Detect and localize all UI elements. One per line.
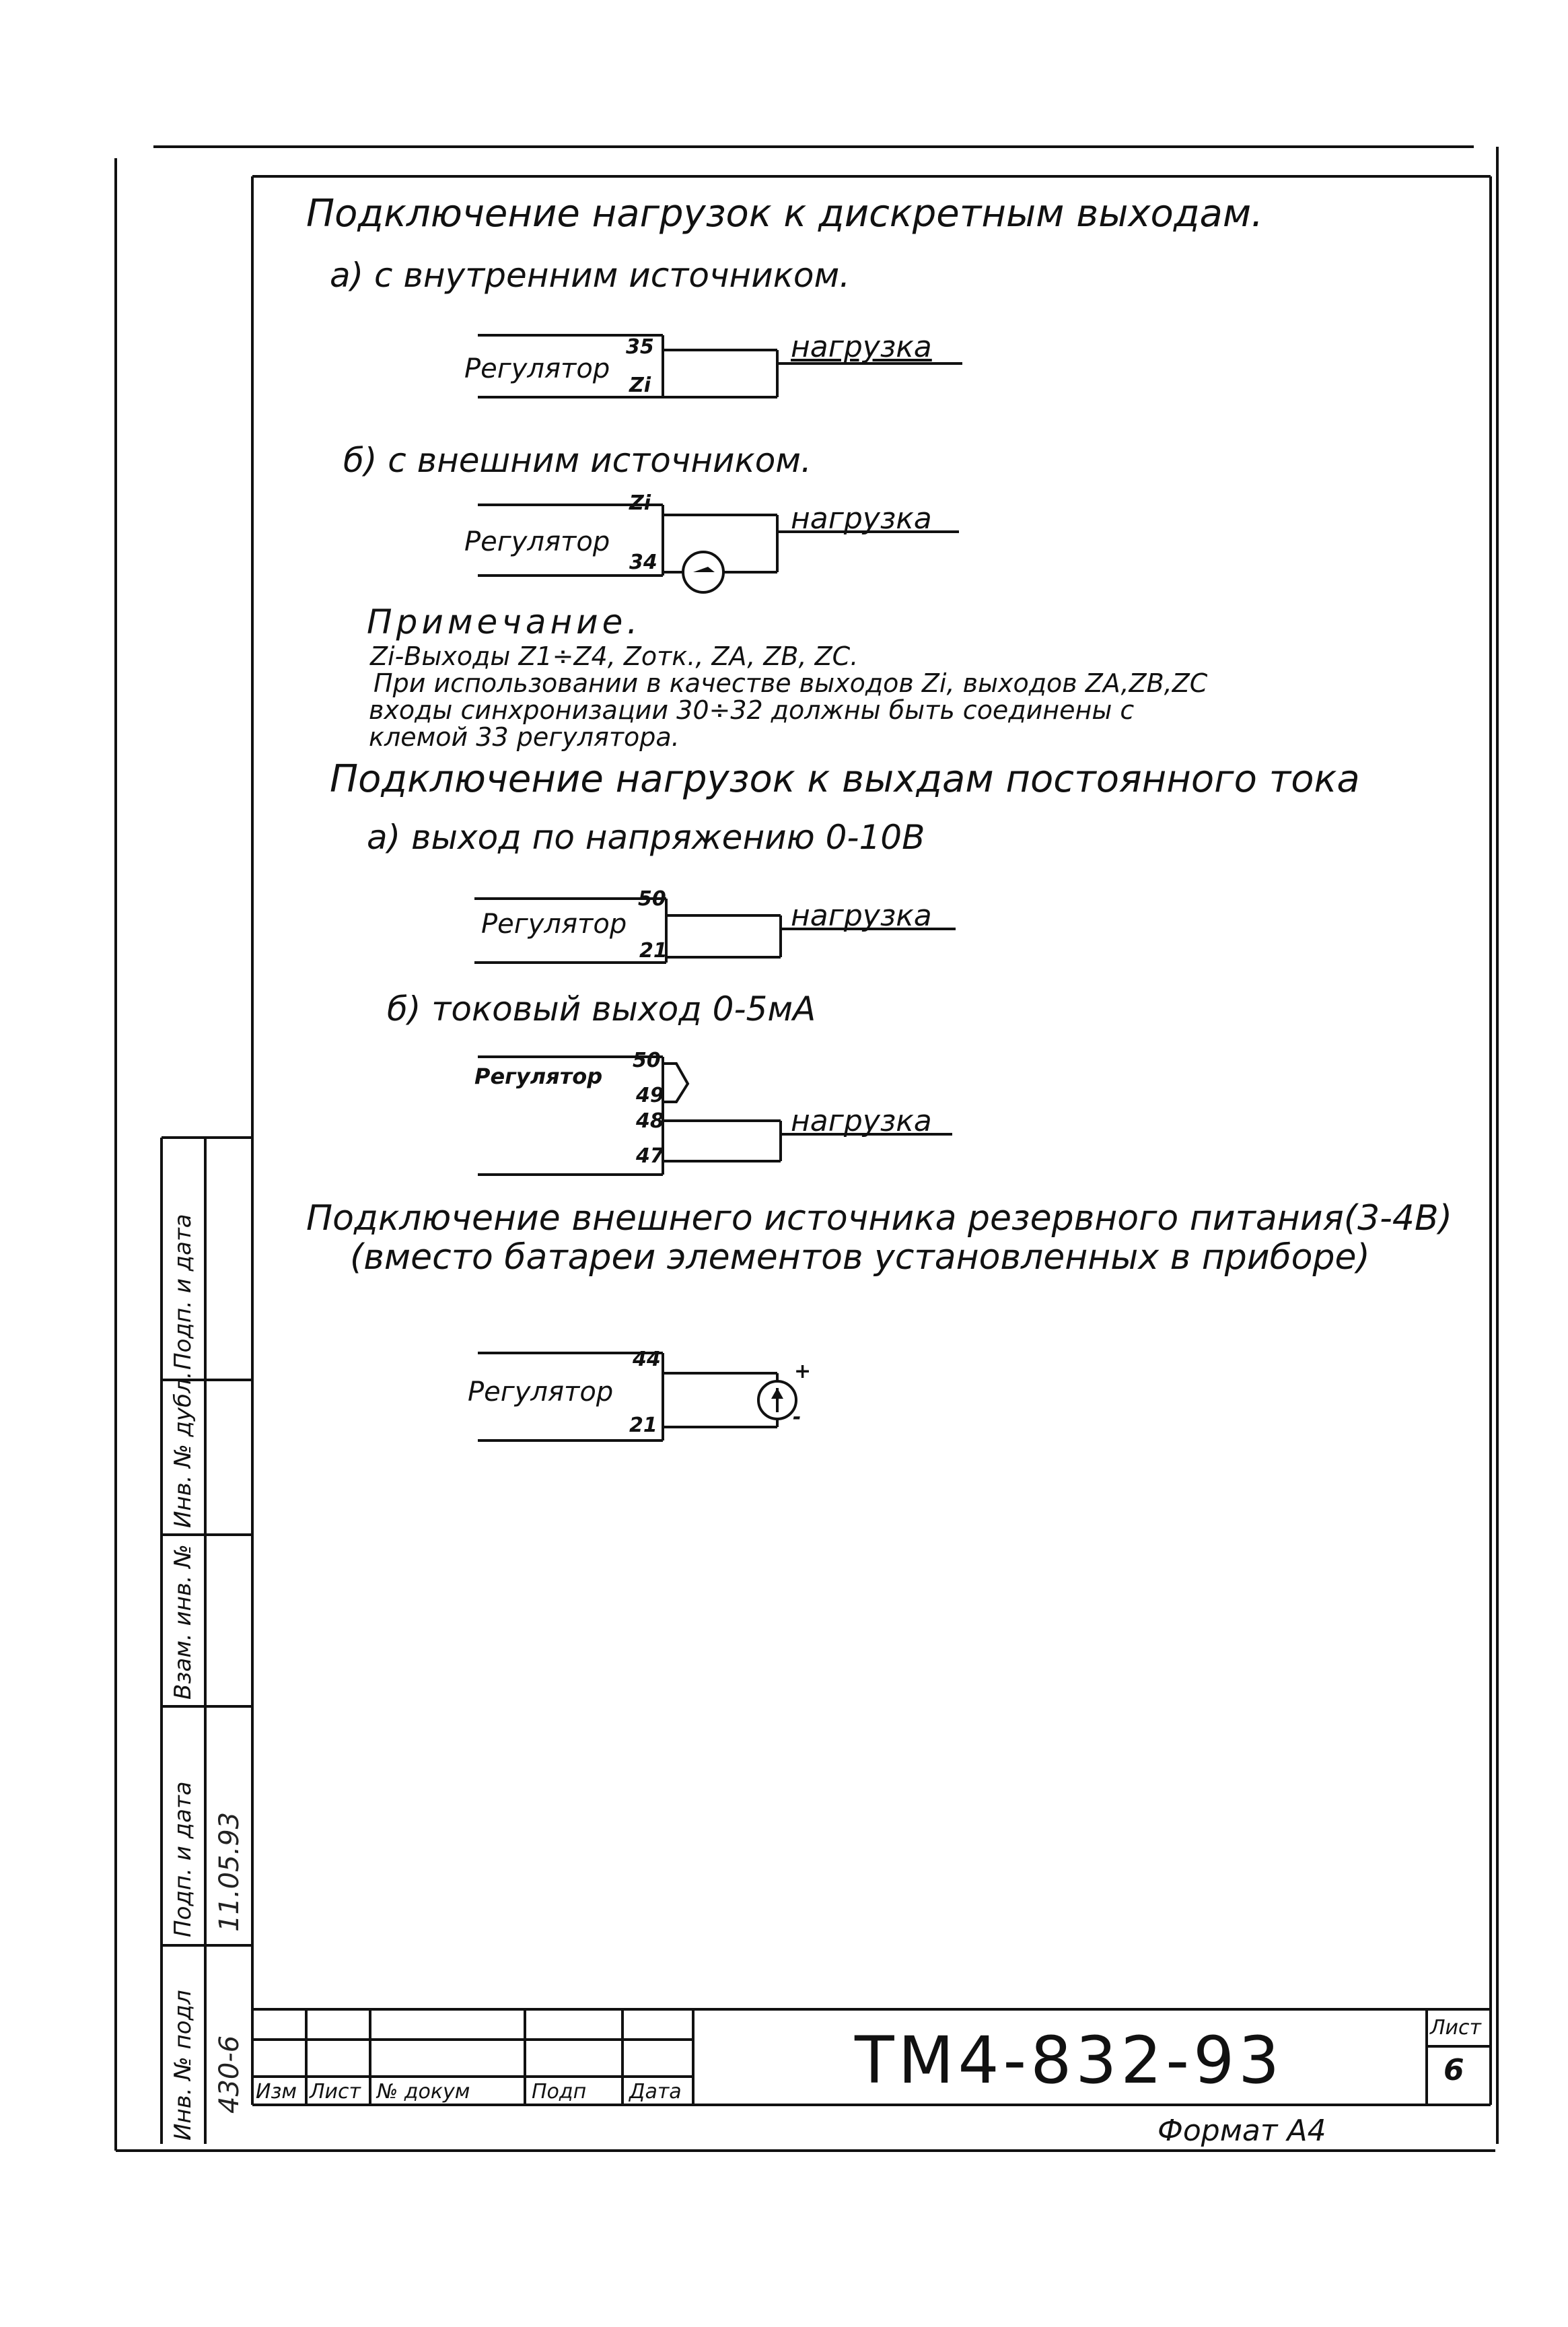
tb-col-doc: № докум	[377, 2080, 470, 2104]
diagram5-pin-bottom: 21	[629, 1414, 657, 1437]
side-label-sign-date-1: Подп. и дата	[170, 1214, 197, 1370]
diagram4-pin4: 47	[636, 1144, 664, 1168]
side-label-inv-dubl: Инв. № дубл.	[170, 1371, 197, 1528]
diagram5-device: Регулятор	[468, 1377, 614, 1408]
tb-col-date: Дата	[629, 2080, 682, 2104]
sheet-label: Лист	[1430, 2016, 1482, 2040]
diagram1-pin-top: 35	[626, 335, 654, 359]
side-label-vzam-inv: Взам. инв. №	[170, 1544, 197, 1700]
note-title: Примечание.	[367, 602, 642, 641]
tb-col-izm: Изм	[256, 2080, 297, 2104]
side-value-inv: 430-6	[214, 2035, 245, 2114]
diagram4-pin1: 50	[633, 1049, 661, 1072]
section3-heading2: (вместо батареи элементов установленных в приборе)	[350, 1237, 1370, 1278]
diagram3-load-label: нагрузка	[791, 899, 932, 933]
diagram5-minus: -	[793, 1405, 801, 1429]
diagram3-device: Регулятор	[481, 909, 627, 940]
diagram4-pin2: 49	[636, 1084, 664, 1107]
tb-col-list: Лист	[310, 2080, 361, 2104]
diagram2-arrow	[693, 567, 715, 572]
note-line4: клемой 33 регулятора.	[369, 722, 680, 752]
diagram5-pin-top: 44	[633, 1348, 661, 1371]
side-label-inv-podl: Инв. № подл	[170, 1990, 197, 2141]
diagram4-load-label: нагрузка	[791, 1104, 932, 1138]
section3-heading1: Подключение внешнего источника резервного питания(3-4В)	[306, 1198, 1452, 1239]
diagram1-load-label: нагрузка	[791, 330, 932, 364]
side-value-date: 11.05.93	[214, 1811, 245, 1932]
diagram3-pin-top: 50	[638, 887, 666, 911]
diagram2-pin-bottom: 34	[629, 551, 657, 574]
diagram2-pin-top: Zi	[629, 491, 651, 515]
diagram2-device: Регулятор	[464, 526, 610, 557]
diagram5-arrow	[771, 1388, 783, 1399]
note-line1: Zi-Выходы Z1÷Z4, Zотк., ZA, ZB, ZC.	[370, 641, 859, 671]
side-label-sign-date-2: Подп. и дата	[170, 1781, 197, 1937]
section2-case-a: а) выход по напряжению 0-10В	[367, 818, 925, 857]
diagram5-plus: +	[794, 1360, 812, 1383]
diagram4-device: Регулятор	[474, 1064, 603, 1089]
doc-code: ТМ4-832-93	[855, 2023, 1284, 2098]
note-line3: входы синхронизации 30÷32 должны быть соединены с	[369, 695, 1135, 725]
section1-case-b: б) с внешним источником.	[343, 441, 812, 480]
section2-heading: Подключение нагрузок к выхдам постоянного тока	[330, 757, 1360, 801]
diagram1-pin-bottom: Zi	[629, 374, 651, 397]
diagram4-pin3: 48	[636, 1109, 664, 1133]
section1-case-a: а) с внутренним источником.	[330, 256, 851, 295]
section2-case-b: б) токовый выход 0-5мА	[387, 989, 816, 1029]
diagram1-device: Регулятор	[464, 353, 610, 384]
diagram3-pin-bottom: 21	[639, 939, 668, 963]
diagram2-load-label: нагрузка	[791, 501, 932, 536]
section1-heading: Подключение нагрузок к дискретным выходам.	[306, 192, 1263, 236]
format-label: Формат А4	[1157, 2114, 1326, 2148]
sheet-number: 6	[1444, 2053, 1464, 2087]
note-line2: При использовании в качестве выходов Zi, выходов ZA,ZB,ZC	[373, 668, 1208, 698]
tb-col-sign: Подп	[532, 2080, 587, 2104]
